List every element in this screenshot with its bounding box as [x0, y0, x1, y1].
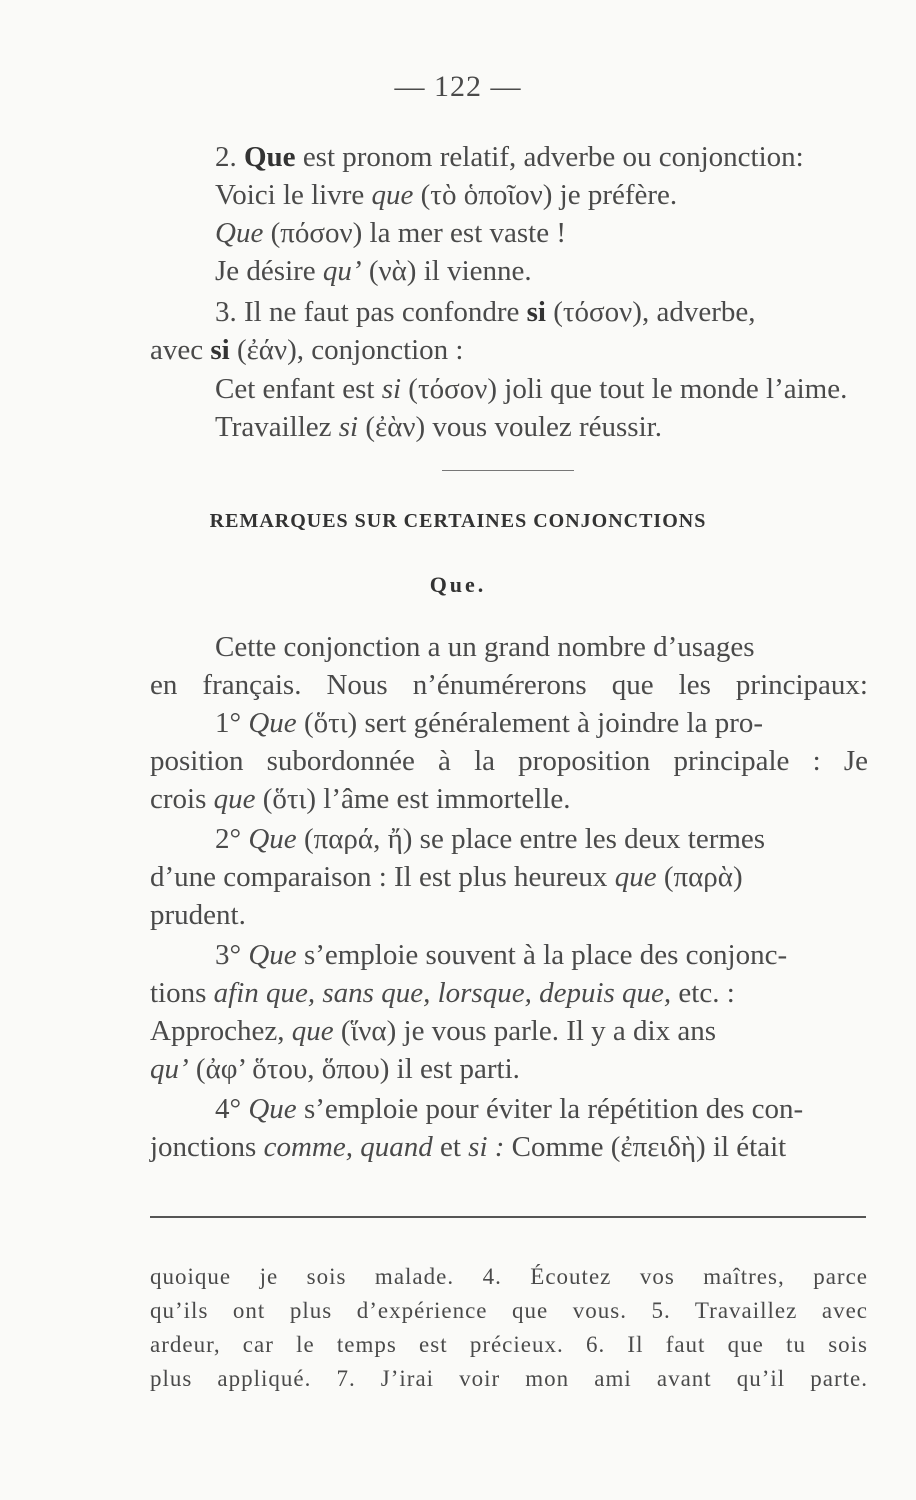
section-2-line-1: 2. Que est pronom relatif, adverbe ou conjonction:: [215, 141, 804, 173]
item-3-line-4: qu’ (ἀφ’ ὅτου, ὅπου) il est parti.: [150, 1053, 520, 1085]
footer-line-2: qu’ils ont plus d’expérience que vous. 5. Travaillez avec: [150, 1298, 868, 1323]
item-1-line-3: crois que (ὅτι) l’âme est immortelle.: [150, 783, 571, 815]
footer-line-1: quoique je sois malade. 4. Écoutez vos maîtres, parce: [150, 1264, 868, 1289]
section-2-line-3: Que (πόσον) la mer est vaste !: [215, 217, 567, 249]
page-number: — 122 —: [394, 70, 522, 103]
item-4-line-2: jonctions comme, quand et si : Comme (ἐπειδὴ) il était: [150, 1131, 787, 1163]
item-3-line-3: Approchez, que (ἵνα) je vous parle. Il y a dix ans: [150, 1015, 716, 1047]
subsection-heading: Que.: [429, 572, 487, 597]
section-3-line-3: Cet enfant est si (τόσον) joli que tout le monde l’aime.: [215, 373, 848, 405]
section-heading: REMARQUES SUR CERTAINES CONJONCTIONS: [209, 510, 707, 532]
intro-line-2: en français. Nous n’énumérerons que les principaux:: [150, 669, 868, 701]
section-2-line-4: Je désire qu’ (νὰ) il vienne.: [215, 255, 532, 287]
item-2-line-1: 2° Que (παρά, ἤ) se place entre les deux termes: [215, 823, 766, 855]
section-3-line-4: Travaillez si (ἐὰν) vous voulez réussir.: [215, 411, 662, 443]
footer-line-3: ardeur, car le temps est précieux. 6. Il faut que tu sois: [150, 1332, 868, 1357]
item-4-line-1: 4° Que s’emploie pour éviter la répétition des con-: [215, 1093, 804, 1125]
footer-divider: [150, 1216, 866, 1218]
footer-line-4: plus appliqué. 7. J’irai voir mon ami avant qu’il parte.: [150, 1366, 868, 1391]
item-1-line-1: 1° Que (ὅτι) sert généralement à joindre la pro-: [215, 707, 764, 739]
item-3-line-1: 3° Que s’emploie souvent à la place des conjonc-: [215, 939, 788, 971]
item-1-line-2: position subordonnée à la proposition principale : Je: [150, 745, 868, 777]
item-2-line-3: prudent.: [150, 899, 246, 931]
intro-line-1: Cette conjonction a un grand nombre d’usages: [215, 631, 755, 663]
item-2-line-2: d’une comparaison : Il est plus heureux que (παρὰ): [150, 861, 743, 893]
item-3-line-2: tions afin que, sans que, lorsque, depuis que, etc. :: [150, 977, 735, 1009]
section-2-line-2: Voici le livre que (τὸ ὁποῖον) je préfère.: [215, 179, 678, 211]
section-3-line-1: 3. Il ne faut pas confondre si (τόσον), adverbe,: [215, 296, 756, 328]
section-3-line-2: avec si (ἐάν), conjonction :: [150, 334, 464, 366]
section-divider: [442, 470, 574, 471]
